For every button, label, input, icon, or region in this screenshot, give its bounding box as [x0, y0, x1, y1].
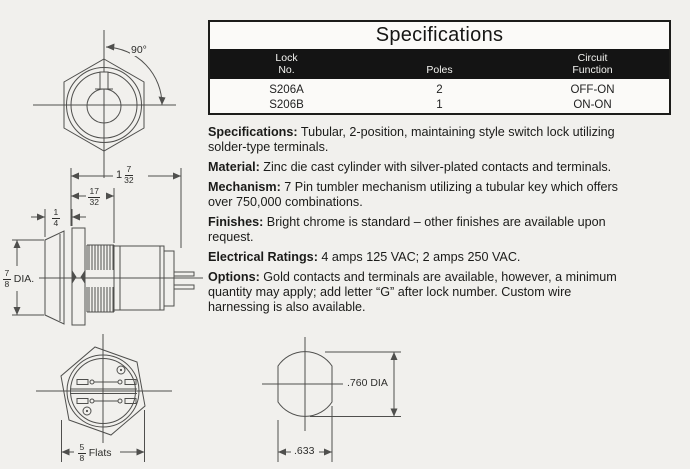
column-header-poles: [363, 49, 516, 79]
header-line: No.: [278, 64, 295, 76]
dim-arrowhead: [71, 193, 79, 200]
dim-arrowhead: [37, 214, 45, 221]
dim-overall-length: 1 7 32: [116, 164, 134, 185]
dim-arrowhead: [62, 449, 70, 456]
thread-ribs-upper: [89, 245, 113, 270]
dim-thread-length: 17 32: [87, 187, 101, 208]
dim-hole-diameter: .760 DIA: [347, 377, 388, 389]
terminal-pin: [174, 272, 194, 276]
paragraph-label: Specifications:: [208, 125, 298, 139]
thread-ribs-lower: [89, 287, 113, 312]
keyway-notch: [100, 72, 108, 89]
table-row: [210, 82, 669, 97]
dim-arrowhead: [14, 307, 21, 315]
header-line: Function: [572, 64, 613, 76]
arc-arrowhead: [159, 97, 166, 106]
paragraph-finishes: Finishes: Bright chrome is standard – other finishes are available upon request.: [208, 215, 606, 244]
arc-arrowhead: [106, 44, 115, 51]
dim-arrowhead: [71, 173, 79, 180]
dim-across-flats: 5 8 Flats: [77, 443, 113, 464]
cell-circuit-function: OFF-ON: [570, 83, 615, 96]
header-line: Poles: [426, 64, 453, 76]
side-view-drawing: [0, 160, 210, 345]
column-header-circuit-function: [516, 49, 669, 79]
table-body: [210, 79, 669, 112]
dim-rotation-angle: 90°: [131, 44, 147, 56]
dim-arrowhead: [72, 214, 80, 221]
dim-bezel-depth: 1 4: [51, 208, 61, 229]
spec-text-block: [208, 125, 682, 320]
terminal-pin: [174, 285, 194, 289]
dim-arrowhead: [324, 449, 332, 456]
specifications-table: [208, 20, 671, 115]
flange-facet: [72, 270, 77, 284]
flange-facet: [81, 270, 86, 284]
table-title: Specifications: [375, 24, 504, 46]
dim-arrowhead: [391, 409, 398, 417]
paragraph-label: Mechanism:: [208, 180, 281, 194]
dim-bezel-diameter: 7 8 DIA.: [2, 269, 35, 290]
mounting-hole-drawing: [240, 332, 420, 469]
paragraph-label: Finishes:: [208, 215, 264, 229]
dim-arrowhead: [173, 173, 181, 180]
dim-arrowhead: [137, 449, 145, 456]
solder-terminal: [77, 380, 88, 385]
dim-arrowhead: [106, 193, 114, 200]
header-line: Circuit: [577, 52, 608, 64]
paragraph-material: Material: Zinc die cast cylinder with silver-plated contacts and terminals.: [208, 160, 612, 174]
dim-arrowhead: [14, 240, 21, 248]
cell-circuit-function: ON-ON: [573, 98, 612, 111]
dim-hole-width: .633: [294, 445, 315, 457]
cell-poles: 2: [436, 83, 443, 96]
dim-arrowhead: [278, 449, 286, 456]
header-line: Lock: [275, 52, 298, 64]
cell-lock-no: S206A: [269, 83, 304, 96]
paragraph-label: Electrical Ratings:: [208, 250, 318, 264]
paragraph-options: Options: Gold contacts and terminals are available, however, a minimum quantity may apply; add letter “G” after lock number. Custom wire harnessing is also available.: [208, 270, 617, 314]
paragraph-label: Material:: [208, 160, 260, 174]
solder-terminal: [77, 399, 88, 404]
cell-lock-no: S206B: [269, 98, 304, 111]
table-header-row: [210, 49, 669, 79]
front-view-drawing: [28, 28, 180, 182]
paragraph-mechanism: Mechanism: 7 Pin tumbler mechanism utilizing a tubular key which offers over 750,000 combinations.: [208, 180, 618, 209]
column-header-lock-no: [210, 49, 363, 79]
table-row: [210, 97, 669, 112]
paragraph-label: Options:: [208, 270, 260, 284]
paragraph-electrical-ratings: Electrical Ratings: 4 amps 125 VAC; 2 amps 250 VAC.: [208, 250, 521, 264]
dim-arrowhead: [391, 352, 398, 360]
paragraph-specifications: Specifications: Tubular, 2-position, maintaining style switch lock utilizing solder-type terminals.: [208, 125, 615, 154]
cell-poles: 1: [436, 98, 443, 111]
